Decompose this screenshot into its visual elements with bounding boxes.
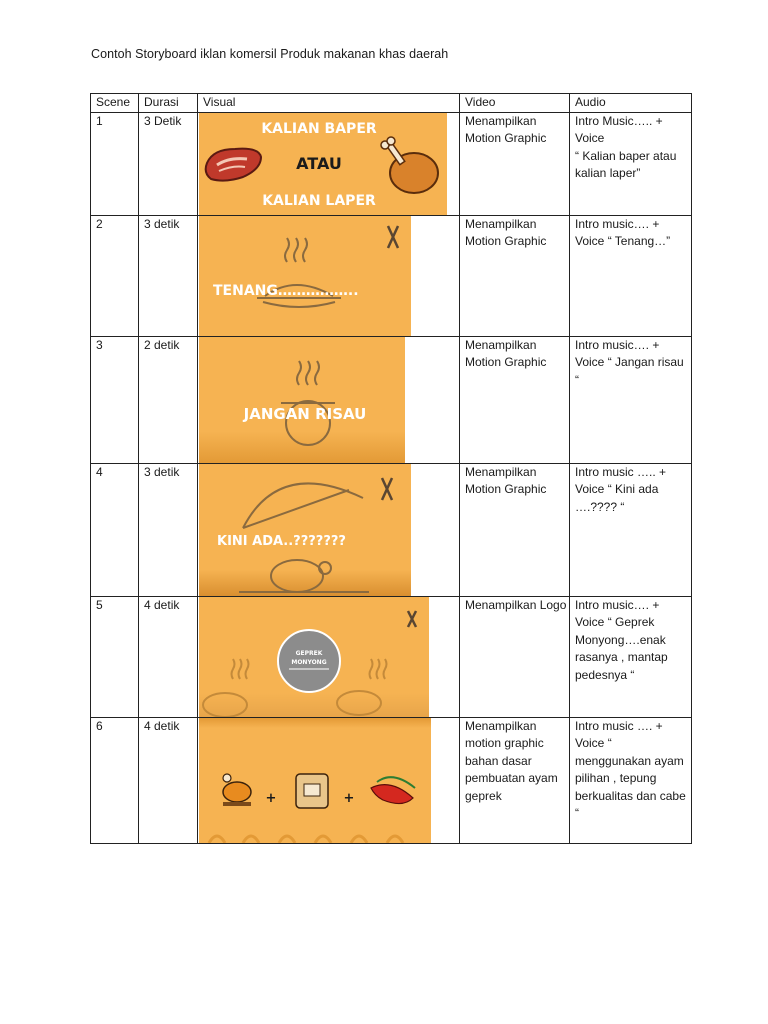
cell-durasi: 4 detik <box>139 596 198 717</box>
header-video: Video <box>460 94 570 113</box>
cell-video: Menampilkan Motion Graphic <box>460 336 570 463</box>
cell-durasi: 4 detik <box>139 717 198 843</box>
table-row <box>91 112 692 215</box>
cell-durasi: 3 detik <box>139 215 198 336</box>
cell-audio: Intro music…. + Voice “ Tenang…” <box>570 215 692 336</box>
cell-visual <box>198 336 460 463</box>
cell-video: Menampilkan Motion Graphic <box>460 215 570 336</box>
logo-badge <box>278 630 340 692</box>
visual-text-line3: KALIAN LAPER <box>262 192 376 209</box>
table-row <box>91 717 692 843</box>
table-row <box>91 596 692 717</box>
storyboard-table <box>90 93 692 844</box>
visual-text-line1: KALIAN BAPER <box>261 120 377 137</box>
table-header-row <box>91 94 692 113</box>
cell-video: Menampilkan Motion Graphic <box>460 463 570 596</box>
visual-text: KINI ADA..??????? <box>217 533 346 549</box>
cell-scene: 2 <box>91 215 139 336</box>
visual-frame-6 <box>199 718 431 843</box>
visual-text: JANGAN RISAU <box>243 404 367 423</box>
cell-video: Menampilkan Logo <box>460 596 570 717</box>
header-audio: Audio <box>570 94 692 113</box>
cell-scene: 4 <box>91 463 139 596</box>
cell-visual <box>198 717 460 843</box>
visual-text-line2: ATAU <box>296 153 342 173</box>
table-row <box>91 215 692 336</box>
cell-durasi: 2 detik <box>139 336 198 463</box>
cell-scene: 1 <box>91 112 139 215</box>
frame-background <box>199 216 411 336</box>
cell-visual <box>198 215 460 336</box>
cell-video: Menampilkan Motion Graphic <box>460 112 570 215</box>
cell-scene: 6 <box>91 717 139 843</box>
visual-frame-4 <box>199 464 411 596</box>
table-row <box>91 336 692 463</box>
cell-audio: Intro music…. + Voice “ Geprek Monyong….enak rasanya , mantap pedesnya “ <box>570 596 692 717</box>
header-scene: Scene <box>91 94 139 113</box>
visual-frame-2 <box>199 216 411 336</box>
header-durasi: Durasi <box>139 94 198 113</box>
visual-frame-3 <box>199 337 405 463</box>
document-title: Contoh Storyboard iklan komersil Produk makanan khas daerah <box>91 47 449 61</box>
cell-scene: 5 <box>91 596 139 717</box>
visual-frame-5 <box>199 597 429 717</box>
cell-durasi: 3 Detik <box>139 112 198 215</box>
visual-text: TENANG…………….. <box>213 282 359 299</box>
cell-visual <box>198 596 460 717</box>
cell-audio: Intro music…. + Voice “ Jangan risau “ <box>570 336 692 463</box>
cell-visual <box>198 463 460 596</box>
cell-visual <box>198 112 460 215</box>
plus-sign-2: + <box>343 790 355 806</box>
flour-sack-icon <box>296 774 328 808</box>
cell-video: Menampilkan motion graphic bahan dasar pembuatan ayam geprek <box>460 717 570 843</box>
table-row <box>91 463 692 596</box>
cell-scene: 3 <box>91 336 139 463</box>
header-visual: Visual <box>198 94 460 113</box>
cell-durasi: 3 detik <box>139 463 198 596</box>
visual-frame-1 <box>199 113 447 215</box>
cell-audio: Intro music ….. + Voice “ Kini ada ….???? “ <box>570 463 692 596</box>
cell-audio: Intro music …. + Voice “ menggunakan ayam pilihan , tepung berkualitas dan cabe “ <box>570 717 692 843</box>
logo-text-line2: MONYONG <box>291 658 327 666</box>
logo-text-line1: GEPREK <box>295 649 323 657</box>
cell-audio: Intro Music….. + Voice “ Kalian baper atau kalian laper” <box>570 112 692 215</box>
plus-sign-1: + <box>265 790 277 806</box>
